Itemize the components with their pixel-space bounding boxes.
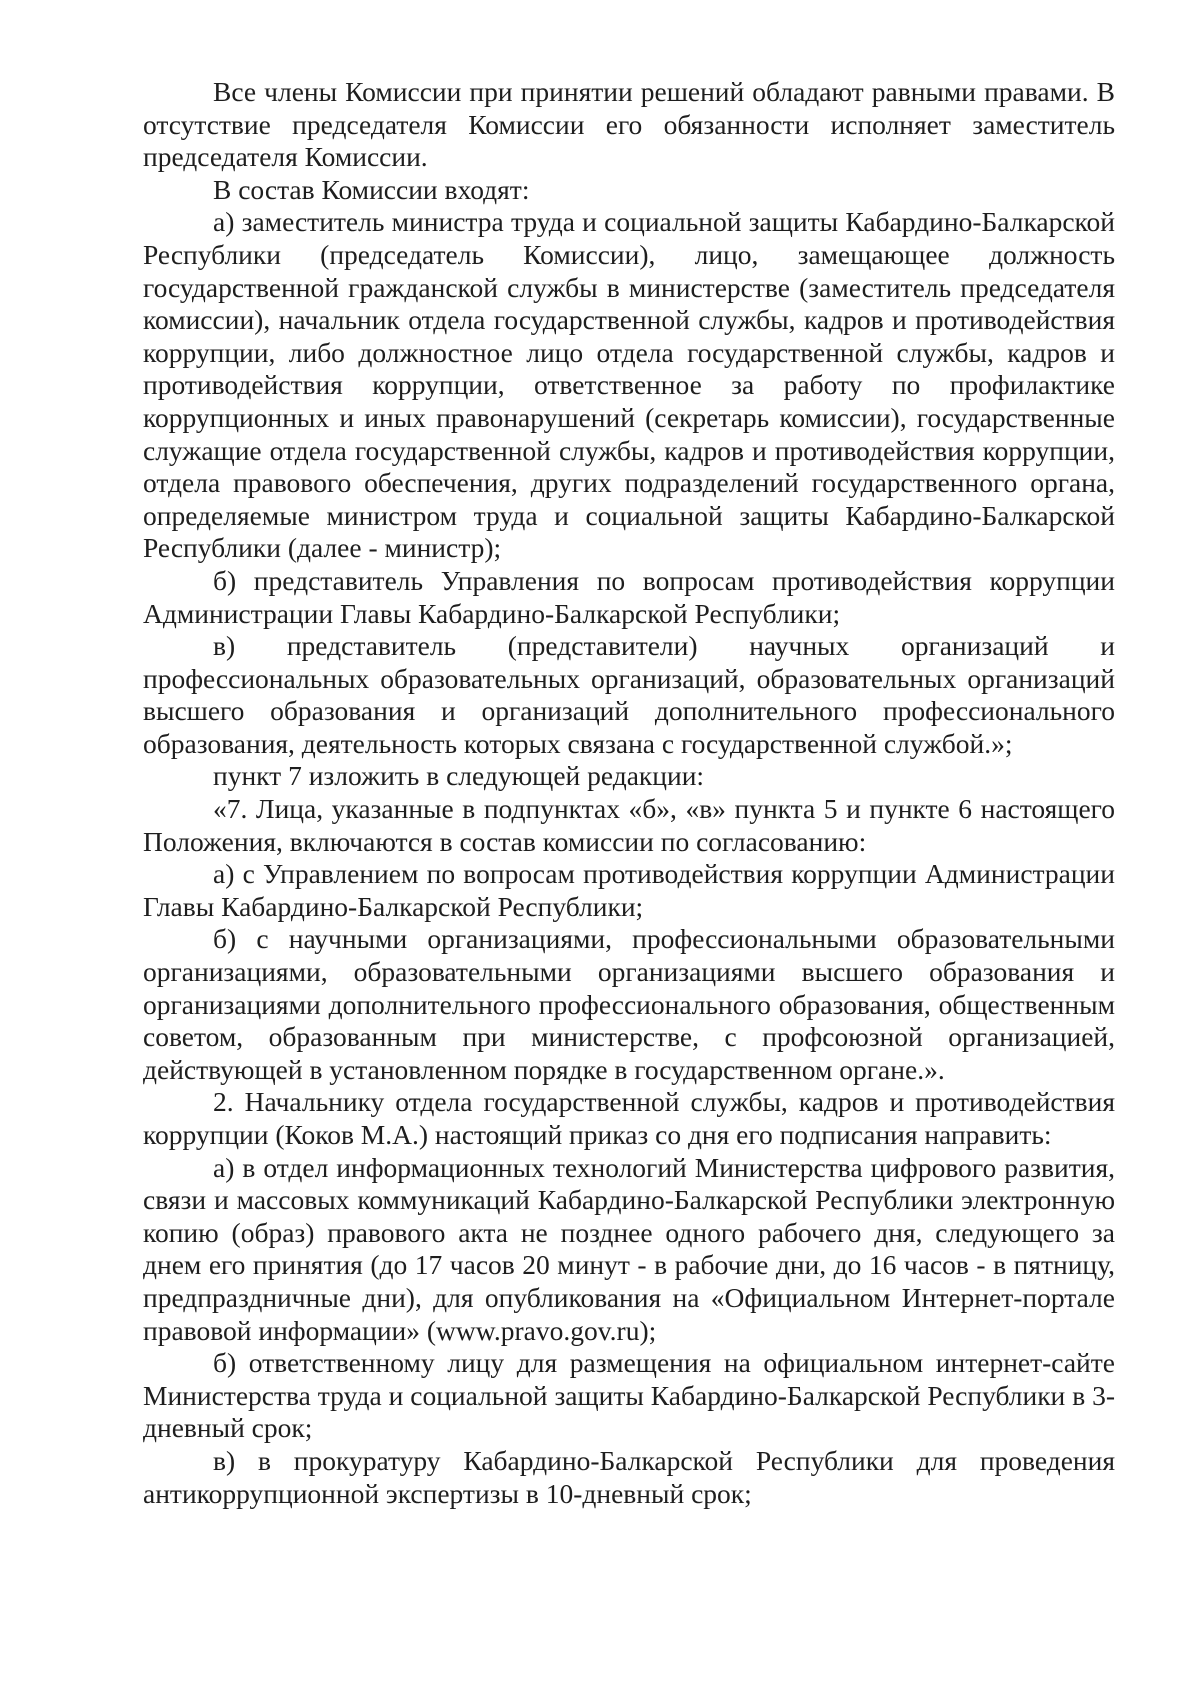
document-body: [143, 76, 1115, 1510]
paragraph-point-7-intro: пункт 7 изложить в следующей редакции:: [213, 760, 705, 792]
paragraph-commission-rights: Все члены Комиссии при принятии решений обладают равными правами. В отсутствие председателя Комиссии его обязанности исполняет заместитель председателя Комиссии.: [143, 76, 1115, 173]
paragraph-send-v: в) в прокуратуру Кабардино-Балкарской Республики для проведения антикоррупционной экспертизы в 10-дневный срок;: [143, 1444, 1115, 1509]
paragraph-point-7-text: «7. Лица, указанные в подпунктах «б», «в» пункта 5 и пункте 6 настоящего Положения, включаются в состав комиссии по согласованию:: [143, 793, 1115, 857]
paragraph-send-a: а) в отдел информационных технологий Министерства цифрового развития, связи и массовых коммуникаций Кабардино-Балкарской Республики электронную копию (образ) правового акта не позднее одного рабочего дня, следующего за днем его принятия (до 17 часов 20 минут - в рабочие дни, до 16 часов - в пятницу, предпраздничные дни), для опубликования на «Официальном Интернет-портале правовой информации» (www.pravo.gov.ru);: [143, 1151, 1115, 1346]
paragraph-item-v-representatives: в) представитель (представители) научных организаций и профессиональных образовательных организаций, образовательных организаций высшего образования и организаций дополнительного профессионального образования, деятельность которых связана с государственной службой.»;: [143, 630, 1115, 759]
paragraph-item-b-representative: б) представитель Управления по вопросам противодействия коррупции Администрации Главы Кабардино-Балкарской Республики;: [143, 564, 1115, 629]
paragraph-send-b: б) ответственному лицу для размещения на официальном интернет-сайте Министерства труда и социальной защиты Кабардино-Балкарской Республики в 3-дневный срок;: [143, 1347, 1115, 1444]
paragraph-commission-members-intro: В состав Комиссии входят:: [213, 173, 530, 205]
paragraph-agreement-a: а) с Управлением по вопросам противодействия коррупции Администрации Главы Кабардино-Балкарской Республики;: [143, 858, 1115, 922]
paragraph-section-2: 2. Начальнику отдела государственной службы, кадров и противодействия коррупции (Коков М.А.) настоящий приказ со дня его подписания направить:: [143, 1086, 1115, 1150]
paragraph-agreement-b: б) с научными организациями, профессиональными образовательными организациями, образовательными организациями высшего образования и организациями дополнительного профессионального образования, общественным советом, образованным при министерстве, с профсоюзной организацией, действующей в установленном порядке в государственном органе.».: [143, 923, 1115, 1085]
paragraph-item-a-members: а) заместитель министра труда и социальной защиты Кабардино-Балкарской Республики (председатель Комиссии), лицо, замещающее должность государственной гражданской службы в министерстве (заместитель председателя комиссии), начальник отдела государственной службы, кадров и противодействия коррупции, либо должностное лицо отдела государственной службы, кадров и противодействия коррупции, ответственное за работу по профилактике коррупционных и иных правонарушений (секретарь комиссии), государственные служащие отдела государственной службы, кадров и противодействия коррупции, отдела правового обеспечения, других подразделений государственного органа, определяемые министром труда и социальной защиты Кабардино-Балкарской Республики (далее - министр);: [143, 206, 1115, 564]
